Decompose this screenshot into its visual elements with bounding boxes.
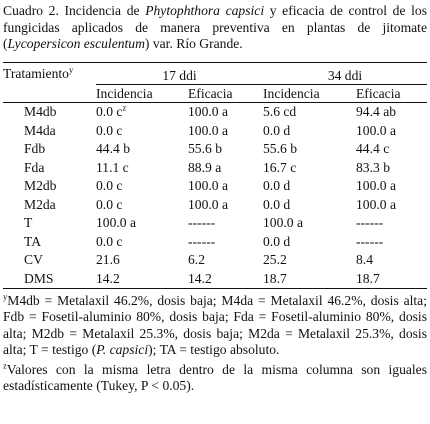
incidencia-17-cell: 11.1 c (96, 159, 129, 175)
eficacia-34-cell: 100.0 a (356, 122, 397, 138)
incidencia-34-cell: 100.0 a (263, 215, 304, 231)
table-row (3, 233, 427, 252)
treatment-cell: M2db (24, 178, 57, 194)
eficacia-34-cell: 83.3 b (356, 159, 390, 175)
eficacia-34-cell: ------ (356, 233, 384, 249)
footnote-y: $^y$M4db = Metalaxil 46.2%, dosis baja; M4da = Metalaxil 46.2%, dosis alta; Fdb = Fosetil-aluminio 80%, dosis baja; Fda = Fosetil-aluminio 80%, dosis alta; M2db = Metalaxil 25.3%, dosis baja; M2da = Metalaxil 25.3%, dosis alta; T = testigo (P. capsici); TA = testigo absoluto. (3, 291, 427, 357)
eficacia-17-cell: ------ (188, 233, 216, 249)
table-row (3, 103, 427, 122)
treatment-cell: CV (24, 252, 43, 268)
group-17ddi: 17 ddi (96, 66, 263, 85)
incidencia-34-cell: 0.0 d (263, 122, 291, 138)
treatment-header-mark: y (68, 64, 74, 75)
table-row (3, 140, 427, 159)
top-rule (3, 62, 427, 63)
eficacia-17-cell: 88.9 a (188, 159, 222, 175)
eficacia-17-cell: 100.0 a (188, 122, 229, 138)
table-row (3, 159, 427, 178)
eficacia-34-cell: 44.4 c (356, 141, 390, 157)
footnote-z: $^z$Valores con la misma letra dentro de la misma columna son iguales estadísticamente (Tukey, P < 0.05). (3, 360, 427, 394)
table-row (3, 177, 427, 196)
col-incidencia-34: Incidencia (263, 85, 356, 103)
treatment-cell: DMS (3, 270, 96, 289)
incidencia-34-cell: 25.2 (263, 252, 287, 268)
caption-host: Lycopersicon esculentum (7, 36, 145, 51)
incidencia-17-cell: 0.0 c (96, 122, 123, 138)
eficacia-17-cell: 6.2 (188, 252, 205, 268)
eficacia-17-cell: 100.0 a (188, 196, 229, 212)
col-incidencia-17: Incidencia (96, 85, 188, 103)
incidencia-34-cell: 16.7 c (263, 159, 297, 175)
incidencia-17-cell: 14.2 (96, 270, 188, 289)
treatment-cell: M2da (24, 196, 56, 212)
table-figure (3, 3, 427, 394)
incidencia-17-cell: 0.0 $c^z$ (96, 102, 127, 120)
eficacia-17-cell: 55.6 b (188, 141, 222, 157)
table-row (3, 251, 427, 270)
incidencia-34-cell: 5.6 cd (263, 104, 297, 120)
footnotes (3, 293, 427, 395)
incidencia-17-cell: 0.0 c (96, 233, 123, 249)
eficacia-17-cell: 14.2 (188, 270, 263, 289)
table-caption (3, 3, 427, 53)
results-table (3, 66, 427, 289)
caption-species: Phytophthora capsici (145, 3, 265, 18)
eficacia-34-cell: 18.7 (356, 270, 427, 289)
treatment-cell: M4db (24, 104, 57, 120)
col-eficacia-17: Eficacia (188, 85, 263, 103)
incidencia-17-cell: 0.0 c (96, 196, 123, 212)
eficacia-34-cell: 100.0 a (356, 178, 397, 194)
incidencia-17-cell: 44.4 b (96, 141, 130, 157)
caption-text-3: ) var. Río Grande. (144, 36, 243, 51)
header-row-groups (3, 66, 427, 85)
incidencia-17-cell: 0.0 c (96, 178, 123, 194)
treatment-cell: Fdb (24, 141, 46, 157)
header-row-columns (3, 85, 427, 103)
caption-text-1: Cuadro 2. Incidencia de (3, 3, 146, 18)
treatment-cell: TA (24, 233, 42, 249)
eficacia-34-cell: 94.4 ab (356, 104, 397, 120)
group-34ddi: 34 ddi (263, 66, 427, 85)
significance-mark: z (122, 102, 127, 113)
incidencia-34-cell: 0.0 d (263, 196, 291, 212)
incidencia-34-cell: 55.6 b (263, 141, 297, 157)
caption-text-2: y eficacia de control de los fungicidas aplicados de manera preventiva en plantas de jitomate ( (3, 3, 427, 51)
eficacia-34-cell: 100.0 a (356, 196, 397, 212)
treatment-cell: Fda (24, 159, 45, 175)
treatment-cell: M4da (24, 122, 56, 138)
table-row (3, 196, 427, 215)
col-eficacia-34: Eficacia (356, 85, 427, 103)
incidencia-34-cell: 0.0 d (263, 233, 291, 249)
incidencia-17-cell: 21.6 (96, 252, 120, 268)
treatment-cell: T (24, 215, 33, 231)
eficacia-17-cell: ------ (188, 215, 216, 231)
eficacia-17-cell: 100.0 a (188, 104, 229, 120)
eficacia-17-cell: 100.0 a (188, 178, 229, 194)
table-body (3, 103, 427, 289)
treatment-header: Tratamiento$^y$ (3, 64, 74, 81)
table-row (3, 122, 427, 141)
eficacia-34-cell: ------ (356, 215, 384, 231)
table-row (3, 214, 427, 233)
table-row (3, 270, 427, 289)
incidencia-34-cell: 18.7 (263, 270, 356, 289)
eficacia-34-cell: 8.4 (356, 252, 373, 268)
incidencia-17-cell: 100.0 a (96, 215, 137, 231)
incidencia-34-cell: 0.0 d (263, 178, 291, 194)
